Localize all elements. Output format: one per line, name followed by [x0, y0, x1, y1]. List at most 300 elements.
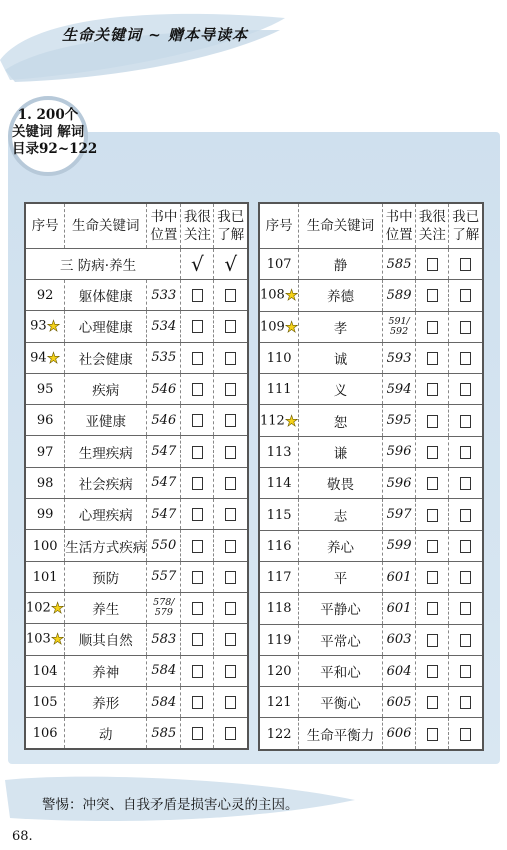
keyword-term: 养心	[299, 530, 383, 561]
star-icon: ★	[46, 348, 61, 367]
book-page: 585	[382, 249, 416, 280]
keyword-term: 躯体健康	[65, 280, 147, 311]
checkbox-cell-concerned	[416, 530, 449, 561]
checkbox-understood[interactable]	[225, 320, 236, 333]
row-number-cell	[259, 374, 299, 405]
section-row	[25, 249, 248, 280]
checkbox-cell-understood	[214, 499, 248, 530]
checkbox-cell-understood	[449, 624, 483, 655]
book-page: 533	[147, 280, 181, 311]
book-page: 589	[382, 280, 416, 311]
book-page: 599	[382, 530, 416, 561]
checkbox-cell-concerned	[181, 624, 214, 655]
checkbox-concerned[interactable]	[192, 508, 203, 521]
checkbox-concerned[interactable]	[427, 477, 438, 490]
checkbox-concerned[interactable]	[192, 727, 203, 740]
row-number-cell	[25, 718, 65, 750]
badge-line-3: 目录92~122	[12, 141, 98, 157]
checkbox-understood[interactable]	[460, 352, 471, 365]
row-number-cell	[25, 311, 65, 342]
checkbox-cell-understood	[449, 249, 483, 280]
badge-line-2: 关键词 解词	[12, 124, 85, 140]
row-number: 99	[36, 507, 54, 523]
checkbox-concerned[interactable]	[427, 540, 438, 553]
row-number-cell	[259, 718, 299, 750]
row-number-cell	[25, 530, 65, 561]
row-number: 115	[266, 507, 292, 523]
row-number: 108	[260, 287, 285, 303]
book-page: 605	[382, 687, 416, 718]
row-number: 122	[266, 726, 292, 742]
checkbox-concerned[interactable]	[192, 602, 203, 615]
star-icon: ★	[46, 317, 61, 336]
row-number-cell	[25, 686, 65, 717]
table-row	[259, 280, 483, 311]
row-number: 92	[36, 288, 54, 304]
checkbox-understood[interactable]	[460, 258, 471, 271]
row-number-cell	[259, 530, 299, 561]
page-number: 68.	[12, 829, 33, 844]
row-number: 111	[266, 382, 292, 398]
table-row	[259, 530, 483, 561]
table-row	[25, 655, 248, 686]
row-number: 117	[266, 570, 292, 586]
book-page: 594	[382, 374, 416, 405]
col-header-number: 序号	[25, 203, 65, 249]
checkbox-concerned[interactable]	[427, 258, 438, 271]
checkbox-understood[interactable]	[225, 352, 236, 365]
book-page: 591/ 592	[382, 311, 416, 342]
checkbox-concerned[interactable]	[427, 352, 438, 365]
book-page: 606	[382, 718, 416, 750]
col-header-concerned: 我很关注	[416, 203, 449, 249]
row-number: 102	[26, 600, 51, 616]
checkbox-cell-concerned	[416, 593, 449, 624]
book-page: 601	[382, 561, 416, 592]
row-number-cell	[25, 436, 65, 467]
keyword-term: 平静心	[299, 593, 383, 624]
row-number-cell	[25, 373, 65, 404]
row-number-cell	[259, 499, 299, 530]
checkbox-concerned[interactable]	[427, 446, 438, 459]
table-row	[259, 311, 483, 342]
checkbox-cell-concerned	[416, 624, 449, 655]
keyword-term: 养神	[65, 655, 147, 686]
checkbox-understood[interactable]	[460, 540, 471, 553]
checkbox-understood[interactable]	[460, 477, 471, 490]
row-number-cell	[259, 249, 299, 280]
check-mark-understood: √	[214, 249, 248, 280]
keyword-term: 谦	[299, 436, 383, 467]
row-number-cell	[259, 561, 299, 592]
keyword-term: 疾病	[65, 373, 147, 404]
keyword-term: 敬畏	[299, 468, 383, 499]
col-header-concerned: 我很关注	[181, 203, 214, 249]
checkbox-concerned[interactable]	[427, 665, 438, 678]
keyword-term: 动	[65, 718, 147, 750]
star-icon: ★	[50, 599, 65, 618]
table-row	[259, 561, 483, 592]
checkbox-understood[interactable]	[460, 415, 471, 428]
checkbox-understood[interactable]	[225, 633, 236, 646]
checkbox-concerned[interactable]	[427, 321, 438, 334]
checkbox-cell-understood	[214, 592, 248, 623]
book-page: 583	[147, 624, 181, 655]
table-row	[25, 311, 248, 342]
book-page: 546	[147, 373, 181, 404]
checkbox-cell-understood	[449, 718, 483, 750]
row-number: 118	[266, 601, 292, 617]
checkbox-understood[interactable]	[225, 383, 236, 396]
checkbox-concerned[interactable]	[192, 696, 203, 709]
book-page: 593	[382, 342, 416, 373]
checkbox-concerned[interactable]	[427, 696, 438, 709]
keyword-table-right	[258, 202, 484, 751]
book-page: 546	[147, 405, 181, 436]
row-number-cell	[259, 655, 299, 686]
checkbox-cell-understood	[214, 655, 248, 686]
table-row	[25, 530, 248, 561]
checkbox-cell-understood	[214, 280, 248, 311]
checkbox-cell-understood	[214, 342, 248, 373]
checkbox-concerned[interactable]	[192, 633, 203, 646]
checkbox-concerned[interactable]	[192, 414, 203, 427]
keyword-term: 心理健康	[65, 311, 147, 342]
checkbox-concerned[interactable]	[192, 383, 203, 396]
row-number: 103	[26, 631, 51, 647]
table-row	[259, 374, 483, 405]
checkbox-cell-understood	[214, 530, 248, 561]
checkbox-understood[interactable]	[225, 727, 236, 740]
checkbox-cell-concerned	[181, 373, 214, 404]
checkbox-understood[interactable]	[460, 321, 471, 334]
table-row	[259, 405, 483, 436]
badge-line-1: 1. 200个	[17, 107, 79, 123]
checkbox-understood[interactable]	[225, 696, 236, 709]
table-row	[259, 718, 483, 750]
checkbox-cell-understood	[214, 718, 248, 750]
checkbox-cell-concerned	[416, 436, 449, 467]
row-number: 104	[32, 663, 58, 679]
row-number: 109	[260, 319, 285, 335]
row-number-cell	[259, 342, 299, 373]
book-page: 534	[147, 311, 181, 342]
row-number: 110	[266, 351, 292, 367]
row-number-cell	[259, 311, 299, 342]
checkbox-cell-concerned	[416, 280, 449, 311]
col-header-page: 书中位置	[382, 203, 416, 249]
checkbox-cell-concerned	[181, 342, 214, 373]
table-row	[25, 686, 248, 717]
checkbox-concerned[interactable]	[192, 477, 203, 490]
checkbox-cell-understood	[449, 561, 483, 592]
checkbox-cell-understood	[214, 467, 248, 498]
checkbox-cell-understood	[449, 468, 483, 499]
checkbox-understood[interactable]	[460, 665, 471, 678]
row-number-cell	[259, 468, 299, 499]
section-title: 三 防病·养生	[25, 249, 181, 280]
table-row	[259, 468, 483, 499]
table-row	[259, 436, 483, 467]
checkbox-cell-understood	[449, 311, 483, 342]
checkbox-cell-understood	[449, 374, 483, 405]
checkbox-understood[interactable]	[460, 571, 471, 584]
checkbox-cell-concerned	[181, 436, 214, 467]
row-number: 119	[266, 632, 292, 648]
checkbox-cell-understood	[449, 593, 483, 624]
row-number: 120	[266, 664, 292, 679]
book-page: 601	[382, 593, 416, 624]
book-page: 597	[382, 499, 416, 530]
checkbox-cell-understood	[449, 342, 483, 373]
col-header-understood: 我已了解	[449, 203, 483, 249]
table-row	[259, 655, 483, 686]
checkbox-cell-understood	[449, 687, 483, 718]
checkbox-cell-concerned	[181, 280, 214, 311]
checkbox-understood[interactable]	[225, 571, 236, 584]
book-page: 595	[382, 405, 416, 436]
table-row	[25, 624, 248, 655]
row-number: 113	[266, 444, 292, 460]
book-page: 578/ 579	[147, 592, 181, 623]
keyword-term: 生理疾病	[65, 436, 147, 467]
row-number: 112	[260, 413, 285, 429]
keyword-term: 平	[299, 561, 383, 592]
checkbox-understood[interactable]	[225, 508, 236, 521]
book-page: 547	[147, 499, 181, 530]
keyword-term: 志	[299, 499, 383, 530]
checkbox-understood[interactable]	[225, 477, 236, 490]
checkbox-cell-concerned	[181, 467, 214, 498]
star-icon: ★	[284, 317, 299, 336]
book-page: 585	[147, 718, 181, 750]
checkbox-concerned[interactable]	[192, 665, 203, 678]
col-header-page: 书中位置	[147, 203, 181, 249]
checkbox-cell-understood	[449, 655, 483, 686]
checkbox-concerned[interactable]	[427, 509, 438, 522]
checkbox-cell-concerned	[181, 311, 214, 342]
star-icon: ★	[284, 286, 299, 305]
keyword-term: 孝	[299, 311, 383, 342]
keyword-term: 亚健康	[65, 405, 147, 436]
row-number-cell	[25, 592, 65, 623]
checkbox-cell-understood	[449, 405, 483, 436]
checkbox-cell-understood	[214, 436, 248, 467]
keyword-term: 平衡心	[299, 687, 383, 718]
row-number-cell	[25, 467, 65, 498]
checkbox-understood[interactable]	[460, 446, 471, 459]
col-header-understood: 我已了解	[214, 203, 248, 249]
checkbox-understood[interactable]	[225, 289, 236, 302]
checkbox-understood[interactable]	[225, 540, 236, 553]
checkbox-understood[interactable]	[460, 602, 471, 615]
book-page: 547	[147, 436, 181, 467]
table-row	[25, 342, 248, 373]
row-number: 105	[32, 695, 58, 710]
row-number: 94	[30, 350, 47, 366]
row-number-cell	[259, 436, 299, 467]
keyword-term: 养德	[299, 280, 383, 311]
keyword-term: 心理疾病	[65, 499, 147, 530]
checkbox-understood[interactable]	[225, 665, 236, 678]
keyword-term: 社会疾病	[65, 467, 147, 498]
row-number: 114	[266, 476, 292, 492]
row-number-cell	[259, 593, 299, 624]
checkbox-cell-concerned	[181, 499, 214, 530]
checkbox-cell-understood	[214, 311, 248, 342]
row-number: 98	[36, 475, 54, 491]
row-number: 95	[36, 382, 54, 398]
checkbox-cell-concerned	[181, 718, 214, 750]
table-row	[25, 561, 248, 592]
row-number-cell	[25, 624, 65, 655]
col-header-keyword: 生命关键词	[65, 203, 147, 249]
table-row	[25, 405, 248, 436]
checkbox-cell-understood	[214, 373, 248, 404]
checkbox-concerned[interactable]	[427, 289, 438, 302]
checkbox-cell-concerned	[416, 311, 449, 342]
checkbox-understood[interactable]	[460, 728, 471, 741]
row-number: 101	[32, 569, 58, 585]
checkbox-cell-concerned	[416, 718, 449, 750]
checkbox-concerned[interactable]	[427, 728, 438, 741]
checkbox-cell-concerned	[416, 499, 449, 530]
checkbox-understood[interactable]	[460, 696, 471, 709]
table-row	[259, 593, 483, 624]
checkbox-cell-concerned	[181, 530, 214, 561]
book-page: 584	[147, 655, 181, 686]
checkbox-concerned[interactable]	[192, 446, 203, 459]
row-number: 93	[30, 318, 47, 334]
row-number-cell	[259, 624, 299, 655]
book-page: 604	[382, 655, 416, 686]
row-number: 107	[266, 257, 292, 273]
checkbox-cell-understood	[214, 686, 248, 717]
checkbox-understood[interactable]	[460, 383, 471, 396]
keyword-term: 生命平衡力	[299, 718, 383, 750]
checkbox-cell-understood	[449, 499, 483, 530]
row-number-cell	[259, 687, 299, 718]
checkbox-cell-concerned	[416, 655, 449, 686]
checkbox-concerned[interactable]	[192, 540, 203, 553]
row-number-cell	[25, 280, 65, 311]
col-header-number: 序号	[259, 203, 299, 249]
keyword-term: 养形	[65, 686, 147, 717]
row-number: 96	[36, 413, 54, 429]
table-header-row	[25, 203, 248, 249]
checkbox-cell-concerned	[181, 561, 214, 592]
checkbox-cell-concerned	[416, 405, 449, 436]
book-page: 603	[382, 624, 416, 655]
checkbox-understood[interactable]	[460, 289, 471, 302]
table-row	[259, 624, 483, 655]
keyword-term: 生活方式疾病	[65, 530, 147, 561]
row-number: 116	[266, 538, 292, 554]
checkbox-cell-understood	[214, 561, 248, 592]
checkbox-cell-concerned	[416, 249, 449, 280]
table-row	[259, 499, 483, 530]
checkbox-cell-concerned	[416, 561, 449, 592]
keyword-term: 恕	[299, 405, 383, 436]
book-page: 547	[147, 467, 181, 498]
keyword-term: 平常心	[299, 624, 383, 655]
directory-badge	[8, 96, 98, 176]
checkbox-concerned[interactable]	[427, 571, 438, 584]
row-number: 106	[32, 726, 58, 742]
checkbox-cell-concerned	[181, 686, 214, 717]
checkbox-cell-concerned	[181, 655, 214, 686]
checkbox-concerned[interactable]	[427, 415, 438, 428]
star-icon: ★	[284, 411, 299, 430]
checkbox-understood[interactable]	[460, 634, 471, 647]
book-page: 596	[382, 468, 416, 499]
checkbox-understood[interactable]	[225, 602, 236, 615]
checkbox-understood[interactable]	[225, 446, 236, 459]
row-number-cell	[25, 499, 65, 530]
row-number-cell	[25, 561, 65, 592]
checkbox-concerned[interactable]	[192, 352, 203, 365]
keyword-table-left	[24, 202, 249, 750]
book-page: 596	[382, 436, 416, 467]
checkbox-cell-understood	[449, 436, 483, 467]
checkbox-cell-understood	[214, 405, 248, 436]
keyword-term: 顺其自然	[65, 624, 147, 655]
row-number: 121	[266, 695, 292, 711]
table-row	[25, 467, 248, 498]
star-icon: ★	[50, 630, 65, 649]
table-row	[259, 342, 483, 373]
checkbox-understood[interactable]	[460, 509, 471, 522]
keyword-term: 养生	[65, 592, 147, 623]
footer-warning-text: 警惕：冲突、自我矛盾是损害心灵的主因。	[42, 797, 299, 813]
checkbox-cell-understood	[214, 624, 248, 655]
table-row	[259, 687, 483, 718]
keyword-term: 社会健康	[65, 342, 147, 373]
checkbox-concerned[interactable]	[192, 289, 203, 302]
checkbox-cell-concerned	[181, 592, 214, 623]
checkbox-cell-concerned	[416, 342, 449, 373]
row-number-cell	[25, 405, 65, 436]
checkbox-concerned[interactable]	[192, 320, 203, 333]
table-header-row	[259, 203, 483, 249]
row-number-cell	[25, 342, 65, 373]
table-row	[25, 592, 248, 623]
keyword-term: 平和心	[299, 655, 383, 686]
row-number-cell	[259, 405, 299, 436]
keyword-term: 义	[299, 374, 383, 405]
book-page: 550	[147, 530, 181, 561]
checkbox-cell-concerned	[416, 468, 449, 499]
table-row	[25, 436, 248, 467]
table-row	[25, 499, 248, 530]
checkbox-concerned[interactable]	[427, 634, 438, 647]
checkbox-concerned[interactable]	[427, 383, 438, 396]
header-title: 生命关键词 ~ 赠本导读本	[62, 26, 249, 44]
checkbox-cell-understood	[449, 280, 483, 311]
row-number: 100	[32, 538, 58, 554]
checkbox-concerned[interactable]	[427, 602, 438, 615]
row-number-cell	[259, 280, 299, 311]
checkbox-concerned[interactable]	[192, 571, 203, 584]
keyword-term: 预防	[65, 561, 147, 592]
book-page: 535	[147, 342, 181, 373]
checkbox-cell-understood	[449, 530, 483, 561]
keyword-term: 诚	[299, 342, 383, 373]
book-page: 557	[147, 561, 181, 592]
checkbox-understood[interactable]	[225, 414, 236, 427]
table-row	[25, 280, 248, 311]
row-number-cell	[25, 655, 65, 686]
